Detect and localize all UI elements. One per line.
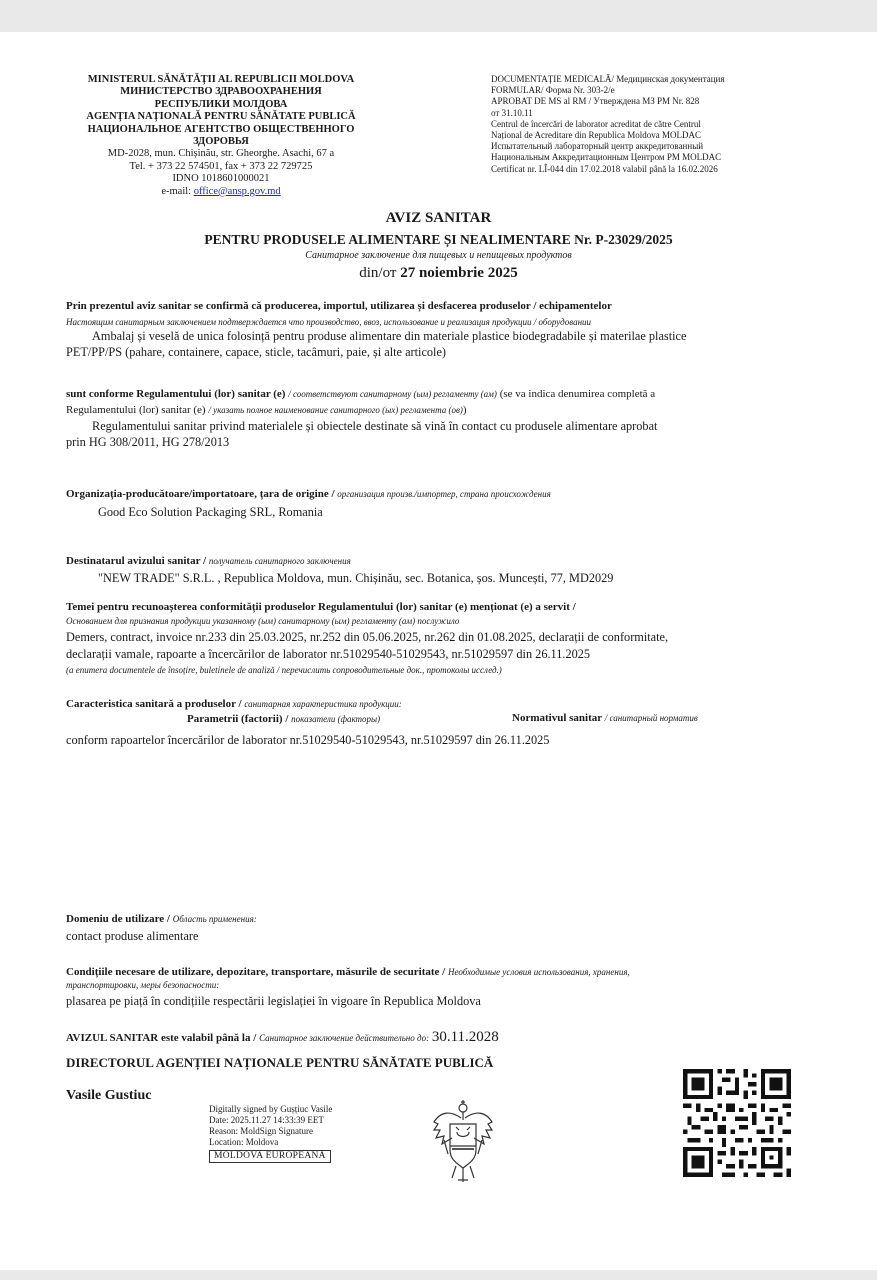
regulation-text-2: prin HG 308/2011, HG 278/2013 (66, 435, 230, 449)
signer-name: Vasile Gustiuc (66, 1088, 152, 1103)
lab-accreditation-ro-2: Național de Acreditare din Republica Moldova MOLDAC (491, 130, 701, 141)
signature-badge: MOLDOVA EUROPEANĂ (209, 1150, 331, 1163)
coat-of-arms-icon (430, 1100, 496, 1184)
validity-row (66, 1029, 499, 1046)
lab-accreditation-ru-1: Испытательный лабораторный центр аккредитованный (491, 141, 704, 152)
signature-line-4: Location: Moldova (209, 1137, 279, 1147)
sanitary-char-label: Caracteristica sanitară a produselor / (66, 698, 242, 710)
document-date (0, 265, 877, 282)
regulation-label-2: Regulamentului (lor) sanitar (e) (66, 404, 206, 416)
normative-label-ru: / санитарный норматив (604, 713, 698, 723)
director-title: DIRECTORUL AGENȚIEI NAȚIONALE PENTRU SĂNĂTATE PUBLICĂ (66, 1055, 494, 1070)
agency-idno: IDNO 1018601000021 (172, 173, 270, 185)
validity-date: 30.11.2028 (431, 1029, 499, 1045)
basis-text-2: declarații vamale, rapoarte a încercărilor de laborator nr.51029540-51029543, nr.51029597 din 26.11.2025 (66, 647, 591, 661)
conditions-label: Condițiile necesare de utilizare, depozitare, transportare, măsurile de securitate / (66, 966, 446, 978)
conditions-label-row (66, 966, 630, 978)
basis-label-ru: Основанием для признания продукции указанному (ым) санитарному (ым) регламенту (ам) послужило (66, 616, 460, 626)
date-value: 27 noiembrie 2025 (400, 265, 518, 281)
form-number: FORMULAR/ Форма Nr. 303-2/e (491, 85, 615, 96)
agency-name-ro: AGENȚIA NAȚIONALĂ PENTRU SĂNĂTATE PUBLICĂ (86, 111, 356, 123)
regulation-text-1: Regulamentului sanitar privind materialele și obiectele destinate să vină în contact cu produsele alimentare aprobat (92, 419, 658, 433)
basis-note: (a enumera documentele de însoțire, buletinele de analiză / перечислить сопроводительные док., протоколы исслед.) (66, 665, 502, 675)
sanitary-char-label-ru: санитарная характеристика продукции: (244, 699, 402, 709)
agency-name-ru-cont: ЗДОРОВЬЯ (193, 136, 249, 148)
conditions-label-ru-2: транспортировки, меры безопасности: (66, 980, 220, 990)
lab-certificate: Certificat nr. LÎ-044 din 17.02.2018 valabil până la 16.02.2026 (491, 163, 718, 174)
producer-value: Good Eco Solution Packaging SRL, Romania (98, 505, 323, 519)
regulation-label: sunt conforme Regulamentului (lor) sanitar (e) (66, 388, 286, 400)
validity-label: AVIZUL SANITAR este valabil până la / (66, 1032, 257, 1044)
producer-label: Organizația-producătoare/importatoare, țara de origine / (66, 488, 335, 500)
validity-label-ru: Санитарное заключение действительно до: (259, 1033, 430, 1043)
normative-header (512, 712, 698, 724)
parameters-header (187, 713, 380, 725)
ministry-name-ro: MINISTERUL SĂNĂTĂȚII AL REPUBLICII MOLDOVA (87, 74, 355, 85)
sanitary-char-value: conform rapoartelor încercărilor de laborator nr.51029540-51029543, nr.51029597 din 26.11.2025 (66, 733, 550, 747)
date-prefix: din/от (359, 265, 397, 281)
email-link[interactable]: office@ansp.gov.md (193, 185, 281, 197)
regulation-label-row-2 (66, 404, 467, 416)
recipient-label: Destinatarul avizului sanitar / (66, 555, 207, 567)
recipient-value: "NEW TRADE" S.R.L. , Republica Moldova, mun. Chișinău, sec. Botanica, șos. Muncești, 77, MD2029 (98, 571, 614, 585)
lab-accreditation-ru-2: Национальным Аккредитационным Центром РМ MOLDAC (491, 152, 722, 163)
agency-email-row (60, 186, 382, 198)
regulation-label-row (66, 388, 655, 400)
normative-label: Normativul sanitar (512, 712, 602, 724)
ministry-name-ru: МИНИСТЕРСТВО ЗДРАВООХРАНЕНИЯ (120, 86, 322, 98)
conditions-value: plasarea pe piață în condițiile respectării legislației în vigoare în Republica Moldova (66, 994, 481, 1008)
document-title: AVIZ SANITAR (385, 210, 492, 226)
document-subtitle: PENTRU PRODUSELE ALIMENTARE ȘI NEALIMENTARE Nr. P-23029/2025 (204, 232, 673, 247)
regulation-label-ru: / соответствуют санитарному (ым) регламенту (ам) (288, 389, 497, 399)
issuer-header (60, 74, 382, 198)
email-label: e-mail: (161, 185, 192, 197)
signature-line-3: Reason: MoldSign Signature (209, 1126, 313, 1136)
form-info-header (491, 74, 811, 175)
form-doc-type: DOCUMENTAȚIE MEDICALĂ/ Медицинская документация (491, 74, 725, 84)
document-page (0, 32, 877, 1270)
usage-domain-label: Domeniu de utilizare / (66, 913, 170, 925)
regulation-label-ru-2: / указать полное наименование санитарного (ых) регламента (ов) (208, 405, 463, 415)
recipient-label-row (66, 555, 351, 567)
form-approval-date: от 31.10.11 (491, 107, 533, 118)
basis-label: Temei pentru recunoașterea conformității produselor Regulamentului (lor) sanitar (e) menționat (e) a servit / (66, 601, 576, 613)
ministry-country-ru: РЕСПУБЛИКИ МОЛДОВА (154, 98, 288, 110)
form-approval: APROBAT DE MS al RM / Утверждена МЗ РМ Nr. 828 (491, 96, 700, 107)
basis-text-1: Demers, contract, invoice nr.233 din 25.03.2025, nr.252 din 05.06.2025, nr.262 din 01.08.2025, declarații de conformitate, (66, 630, 669, 644)
parameters-label: Parametrii (factorii) / (187, 713, 289, 725)
usage-domain-label-row (66, 913, 257, 925)
qr-code-icon (682, 1069, 792, 1177)
product-description-1: Ambalaj și veselă de unica folosință pentru produse alimentare din materiale plastice biodegradabile și materilae plastice (92, 329, 687, 343)
parameters-label-ru: показатели (факторы) (291, 714, 381, 724)
recipient-label-ru: получатель санитарного заключения (208, 556, 351, 566)
signature-line-2: Date: 2025.11.27 14:33:39 EET (209, 1115, 324, 1125)
agency-address: MD-2028, mun. Chișinău, str. Gheorghe. Asachi, 67 a (107, 148, 335, 160)
document-subtitle-ru: Санитарное заключение для пищевых и непищевых продуктов (305, 250, 572, 261)
digital-signature (209, 1104, 332, 1163)
signature-line-1: Digitally signed by Gușțiuc Vasile (209, 1104, 333, 1114)
producer-label-row (66, 488, 551, 500)
confirmation-label: Prin prezentul aviz sanitar se confirmă că producerea, importul, utilizarea și desfacerea produselor / echipamentelor (66, 300, 612, 312)
agency-phone: Tel. + 373 22 574501, fax + 373 22 729725 (129, 160, 313, 172)
conditions-label-ru-1: Необходимые условия использования, хранения, (447, 967, 630, 977)
confirmation-label-ru: Настоящим санитарным заключением подтверждается что производство, ввоз, использование и реализация продукции / оборудовании (66, 317, 592, 327)
regulation-note: (se va indica denumirea completă a (499, 388, 656, 400)
usage-domain-value: contact produse alimentare (66, 929, 199, 943)
product-description-2: PET/PP/PS (pahare, containere, capace, sticle, tacâmuri, paie, și alte articole) (66, 345, 447, 359)
producer-label-ru: организация произв./импортер, страна происхождения (337, 489, 551, 499)
lab-accreditation-ro-1: Centrul de încercări de laborator acreditat de către Centrul (491, 118, 701, 129)
sanitary-char-label-row (66, 698, 402, 710)
agency-name-ru: НАЦИОНАЛЬНОЕ АГЕНТСТВО ОБЩЕСТВЕННОГО (87, 123, 355, 135)
regulation-note-2: ) (462, 404, 467, 416)
usage-domain-label-ru: Область применения: (172, 914, 257, 924)
